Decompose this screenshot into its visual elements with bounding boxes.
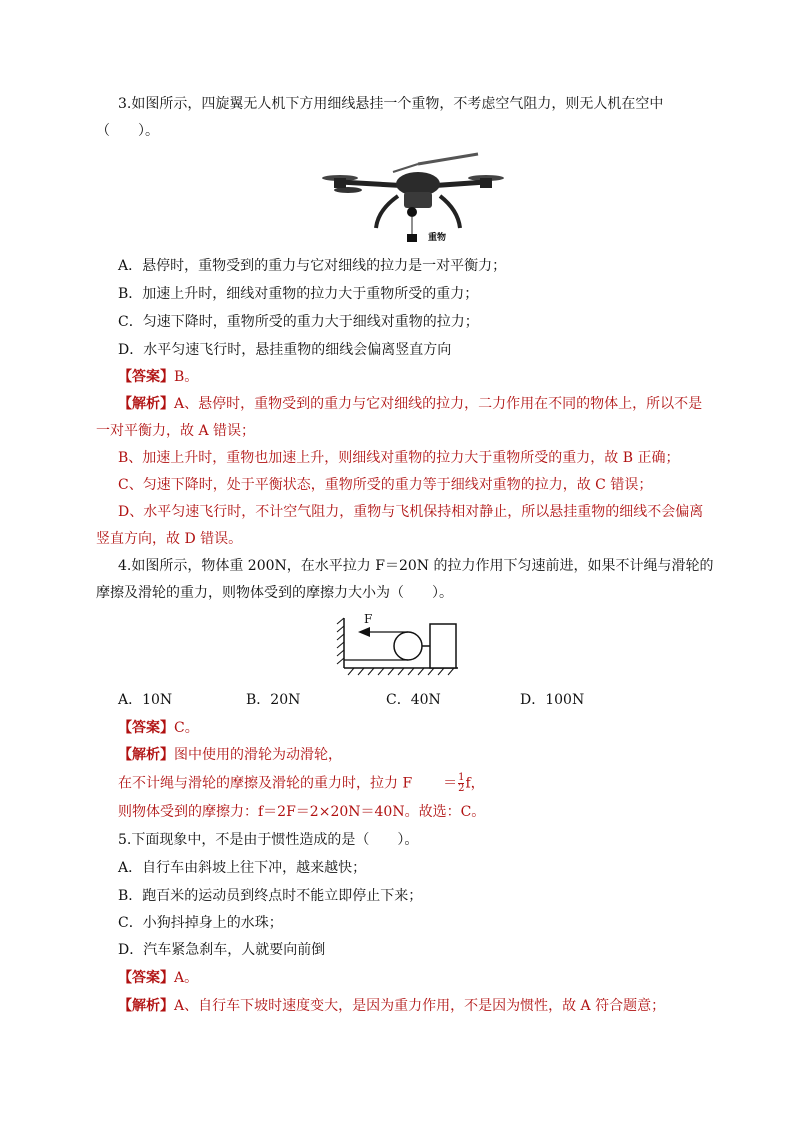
q5-option-a: A．自行车由斜坡上往下冲，越来越快； (118, 860, 367, 876)
q5-stem: 5.下面现象中，不是由于惯性造成的是（ ）。 (118, 832, 419, 848)
q3-analysis-line1 (118, 394, 702, 414)
q4-stem-line1: 4.如图所示，物体重 200N，在水平拉力 F＝20N 的拉力作用下匀速前进，如果不计绳与滑轮的 (118, 558, 714, 574)
q4-analysis-line2 (118, 773, 485, 794)
q4-analysis-tag: 【解析】 (118, 747, 174, 763)
q4-frac-num: 1 (458, 772, 465, 783)
q4-frac-var: f， (465, 775, 485, 792)
q3-option-d: D．水平匀速飞行时，悬挂重物的细线会偏离竖直方向 (118, 342, 452, 358)
q5-option-b: B．跑百米的运动员到终点时不能立即停止下来； (118, 888, 423, 904)
q3-analysis-line2: 一对平衡力，故 A 错误； (96, 423, 256, 439)
q4-analysis-text: 图中使用的滑轮为动滑轮， (174, 747, 342, 763)
q3-option-b: B．加速上升时，细线对重物的拉力大于重物所受的重力； (118, 286, 479, 302)
weight-label: 重物 (428, 233, 447, 243)
q3-stem-line2: （ ）。 (96, 123, 159, 139)
q3-analysis-line6: 竖直方向，故 D 错误。 (96, 531, 243, 547)
q3-stem-line1: 3.如图所示，四旋翼无人机下方用细线悬挂一个重物，不考虑空气阻力，则无人机在空中 (118, 96, 664, 112)
q5-analysis-tag: 【解析】 (118, 998, 174, 1014)
q3-option-a: A．悬停时，重物受到的重力与它对细线的拉力是一对平衡力； (118, 258, 507, 274)
q3-analysis-tag: 【解析】 (118, 396, 174, 412)
pulley-figure (334, 612, 464, 678)
q4-frac-equals: ＝ (443, 775, 458, 792)
pulley-diagram (334, 612, 464, 678)
q4-fraction (458, 773, 464, 794)
q5-answer-tag: 【答案】 (118, 970, 174, 986)
force-label: F (364, 612, 373, 626)
q5-answer-value: A。 (174, 970, 199, 986)
q5-analysis (118, 996, 665, 1016)
drone-image (318, 150, 508, 246)
q4-analysis-line1 (118, 745, 342, 765)
drone-figure (318, 150, 508, 246)
q4-analysis-text-2: 在不计绳与滑轮的摩擦及滑轮的重力时，拉力 F (118, 775, 413, 792)
q5-option-c: C．小狗抖掉身上的水珠； (118, 915, 283, 931)
q3-answer (118, 367, 198, 387)
q5-option-d: D．汽车紧急刹车，人就要向前倒 (118, 942, 326, 958)
q5-answer (118, 968, 198, 988)
q3-analysis-text: A、悬停时，重物受到的重力与它对细线的拉力，二力作用在不同的物体上，所以不是 (174, 396, 703, 412)
q3-analysis-line3: B、加速上升时，重物也加速上升，则细线对重物的拉力大于重物所受的重力，故 B 正确； (118, 450, 680, 466)
q4-answer (118, 718, 199, 738)
q3-answer-tag: 【答案】 (118, 369, 174, 385)
q3-answer-value: B。 (174, 369, 199, 385)
q4-answer-tag: 【答案】 (118, 720, 174, 736)
q4-option-a: A．10N (118, 692, 173, 708)
q4-option-d: D．100N (520, 692, 585, 708)
q4-stem-line2: 摩擦及滑轮的重力，则物体受到的摩擦力大小为（ ）。 (96, 585, 453, 601)
q3-analysis-line5: D、水平匀速飞行时，不计空气阻力，重物与飞机保持相对静止，所以悬挂重物的细线不会偏离 (118, 504, 704, 520)
q5-analysis-text: A、自行车下坡时速度变大，是因为重力作用，不是因为惯性，故 A 符合题意； (174, 998, 666, 1014)
q4-frac-den: 2 (458, 783, 465, 794)
q4-answer-value: C。 (174, 720, 199, 736)
q4-option-c: C．40N (386, 692, 441, 708)
q3-analysis-line4: C、匀速下降时，处于平衡状态，重物所受的重力等于细线对重物的拉力，故 C 错误； (118, 477, 653, 493)
q4-option-b: B．20N (246, 692, 301, 708)
q4-analysis-line3: 则物体受到的摩擦力：f＝2F＝2×20N＝40N。故选：C。 (118, 804, 486, 820)
q3-option-c: C．匀速下降时，重物所受的重力大于细线对重物的拉力； (118, 314, 479, 330)
